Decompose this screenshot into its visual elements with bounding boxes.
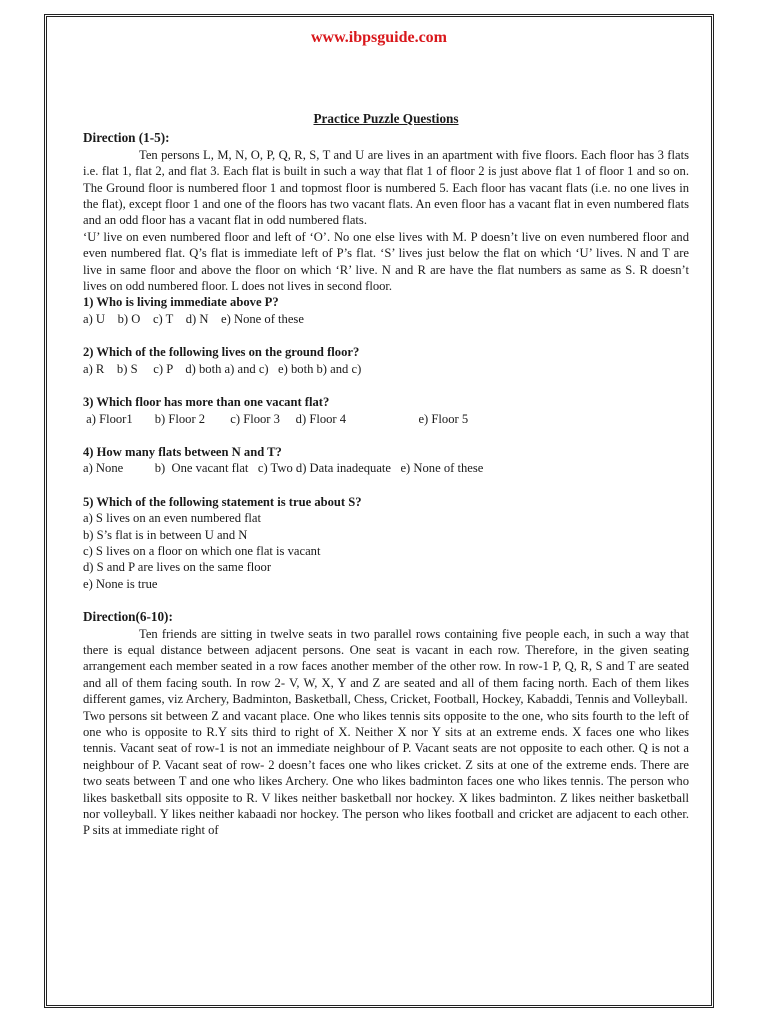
option-item: e) None is true — [83, 576, 158, 591]
question-5: 5) Which of the following statement is true about S? — [83, 494, 362, 509]
question-1: 1) Who is living immediate above P? — [83, 295, 279, 310]
document-title: Practice Puzzle Questions — [313, 111, 459, 126]
question-1-options: a) U b) O c) T d) N e) None of these — [83, 311, 304, 326]
option-item: b) S’s flat is in between U and N — [83, 527, 248, 542]
puzzle-paragraph-1: Ten persons L, M, N, O, P, Q, R, S, T and U are lives in an apartment with five floors. Each floor has 3 flats i.e. flat 1, flat 2, and flat 3. Each flat is built in such a way that flat 1 of floor 2 is just above flat 1 of floor 1 and so on. The Ground floor is numbered floor 1 and topmost floor is numbered 5. Each floor has vacant flats (i.e. no one lives in the flat), except floor 1 and one of the floors has two vacant flats. An even floor has a vacant flat in even numbered flats and an odd floor has a vacant flat in odd numbered flats. — [83, 147, 689, 228]
question-2-options: a) R b) S c) P d) both a) and c) e) both b) and c) — [83, 361, 362, 376]
question-3-options: a) Floor1 b) Floor 2 c) Floor 3 d) Floor 4 e) Floor 5 — [83, 411, 469, 426]
seating-paragraph-1: Ten friends are sitting in twelve seats in two parallel rows containing five people each, in such a way that there is equal distance between adjacent persons. One seat is vacant in each row. Therefore, in the given seating arrangement each member seated in a row faces another member of the other row. In row-1 P, Q, R, S and T are seated and all of them facing south. In row 2- V, W, X, Y and Z are seated and all of them facing north. Each of them likes different games, viz Archery, Badminton, Basketball, Chess, Cricket, Football, Hockey, Kabaddi, Tennis and Volleyball. — [83, 626, 689, 707]
option-item: a) S lives on an even numbered flat — [83, 511, 262, 526]
option-item: c) S lives on a floor on which one flat is vacant — [83, 543, 321, 558]
question-2: 2) Which of the following lives on the ground floor? — [83, 345, 360, 360]
option-item: d) S and P are lives on the same floor — [83, 560, 272, 575]
page-frame — [44, 14, 714, 1008]
question-5-options — [83, 510, 689, 592]
seating-paragraph-2: Two persons sit between Z and vacant place. One who likes tennis sits opposite to the one, who sits fourth to the left of one who is opposite to R.Y sits third to right of X. Neither X nor Y sits at an extreme ends. X faces one who likes tennis. Vacant seat of row-1 is not an immediate neighbour of P. Vacant seats are not opposite to each other. Q is not a neighbour of P. Vacant seat of row- 2 doesn’t faces one who likes cricket. Z sits at one of the extreme ends. There are two seats between T and one who likes Archery. One who likes badminton faces one who likes tennis. The person who likes basketball sits opposite to R. V likes neither basketball nor hockey. X likes badminton. Z likes neither basketball nor volleyball. Y likes neither kabaadi nor hockey. The person who likes football and cricket are adjacent to each other. P sits at immediate right of — [83, 708, 689, 838]
question-4: 4) How many flats between N and T? — [83, 444, 282, 459]
direction-heading-2: Direction(6-10): — [83, 609, 173, 625]
document-body — [83, 111, 689, 839]
puzzle-paragraph-2: ‘U’ live on even numbered floor and left of ‘O’. No one else lives with M. P doesn’t live on even numbered floor and even numbered flat. Q’s flat is immediate left of P’s flat. ‘S’ lives just below the flat on which ‘U’ lives. N and T are live in same floor and above the floor on which ‘R’ live. N and R are have the flat numbers as same as S. R doesn’t lives on odd numbered floor. L does not lives in second floor. — [83, 229, 689, 294]
question-4-options: a) None b) One vacant flat c) Two d) Data inadequate e) None of these — [83, 461, 484, 476]
direction-heading-1: Direction (1-5): — [83, 130, 170, 146]
question-3: 3) Which floor has more than one vacant flat? — [83, 395, 330, 410]
site-url-header[interactable]: www.ibpsguide.com — [310, 29, 448, 46]
